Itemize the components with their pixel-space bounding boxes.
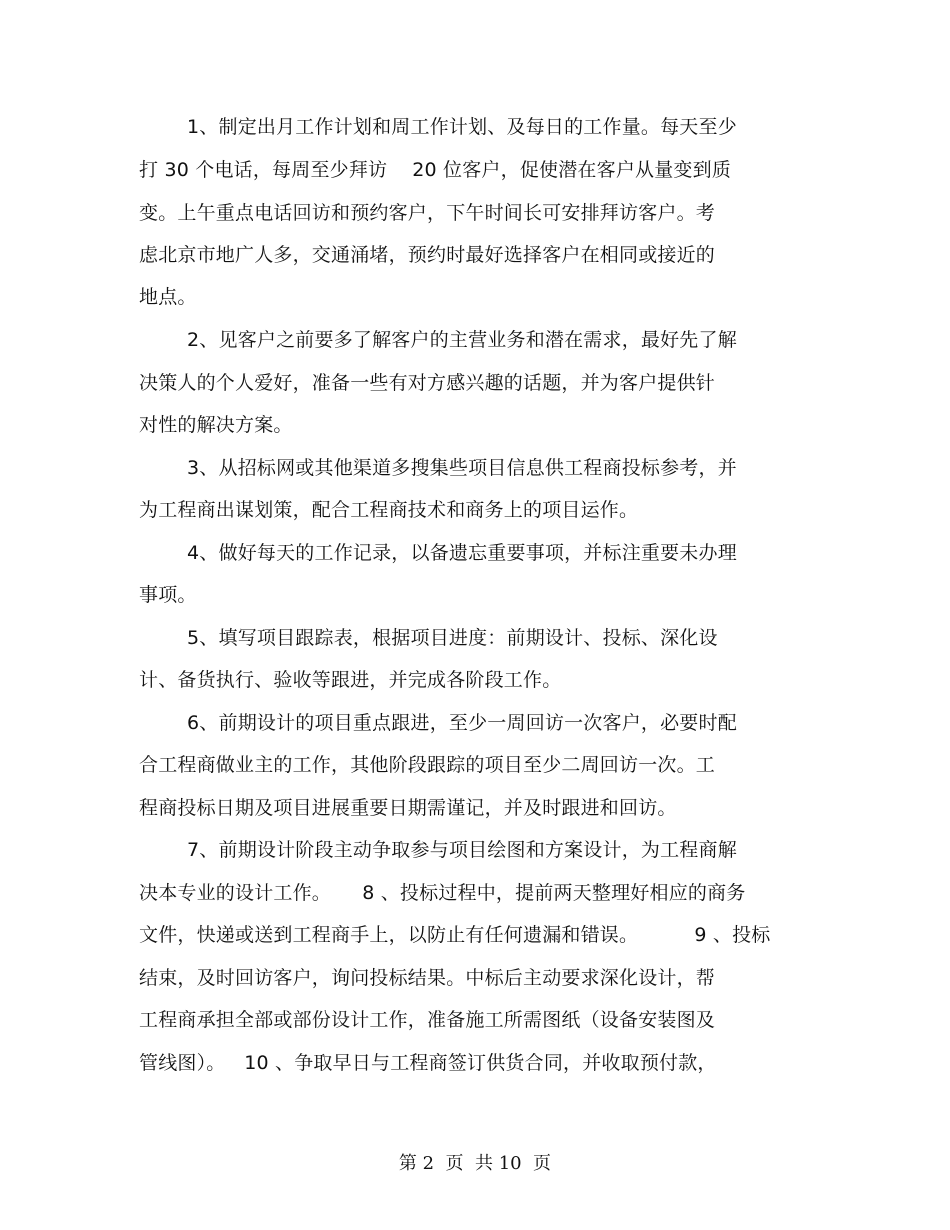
page-footer: [0, 1152, 950, 1176]
text-line: 决本专业的设计工作。 8 、投标过程中，提前两天整理好相应的商务: [139, 882, 746, 904]
text-line: 5、填写项目跟踪表，根据项目进度：前期设计、投标、深化设: [187, 627, 718, 649]
text-line: 7、前期设计阶段主动争取参与项目绘图和方案设计，为工程商解: [187, 839, 737, 861]
page-number: 第 2 页 共 10 页: [398, 1153, 552, 1174]
text-line: 为工程商出谋划策，配合工程商技术和商务上的项目运作。: [139, 499, 639, 521]
text-line: 打 30 个电话，每周至少拜访 20 位客户，促使潜在客户从量变到质: [139, 159, 732, 181]
text-line: 合工程商做业主的工作，其他阶段跟踪的项目至少二周回访一次。工: [139, 754, 716, 776]
text-line: 6、前期设计的项目重点跟进，至少一周回访一次客户，必要时配: [187, 712, 737, 734]
text-line: 程商投标日期及项目进展重要日期需谨记，并及时跟进和回访。: [139, 797, 677, 819]
text-line: 工程商承担全部或部份设计工作，准备施工所需图纸（设备安装图及: [139, 1009, 716, 1031]
text-line: 地点。: [139, 286, 197, 308]
text-line: 虑北京市地广人多，交通涌堵，预约时最好选择客户在相同或接近的: [139, 244, 716, 266]
text-line: 结束，及时回访客户，询问投标结果。中标后主动要求深化设计，帮: [139, 967, 716, 989]
text-line: 1、制定出月工作计划和周工作计划、及每日的工作量。每天至少: [187, 116, 737, 138]
text-line: 计、备货执行、验收等跟进，并完成各阶段工作。: [139, 669, 562, 691]
text-line: 管线图）。 10 、争取早日与工程商签订供货合同，并收取预付款，: [139, 1052, 717, 1074]
text-line: 对性的解决方案。: [139, 414, 293, 436]
text-line: 文件，快递或送到工程商手上，以防止有任何遗漏和错误。 9 、投标: [139, 924, 771, 946]
text-line: 4、做好每天的工作记录，以备遗忘重要事项，并标注重要未办理: [187, 542, 737, 564]
text-line: 3、从招标网或其他渠道多搜集些项目信息供工程商投标参考，并: [187, 457, 737, 479]
text-line: 决策人的个人爱好，准备一些有对方感兴趣的话题，并为客户提供针: [139, 372, 716, 394]
text-line: 事项。: [139, 584, 197, 606]
text-line: 变。上午重点电话回访和预约客户，下午时间长可安排拜访客户。考: [139, 202, 716, 224]
text-line: 2、见客户之前要多了解客户的主营业务和潜在需求，最好先了解: [187, 329, 737, 351]
